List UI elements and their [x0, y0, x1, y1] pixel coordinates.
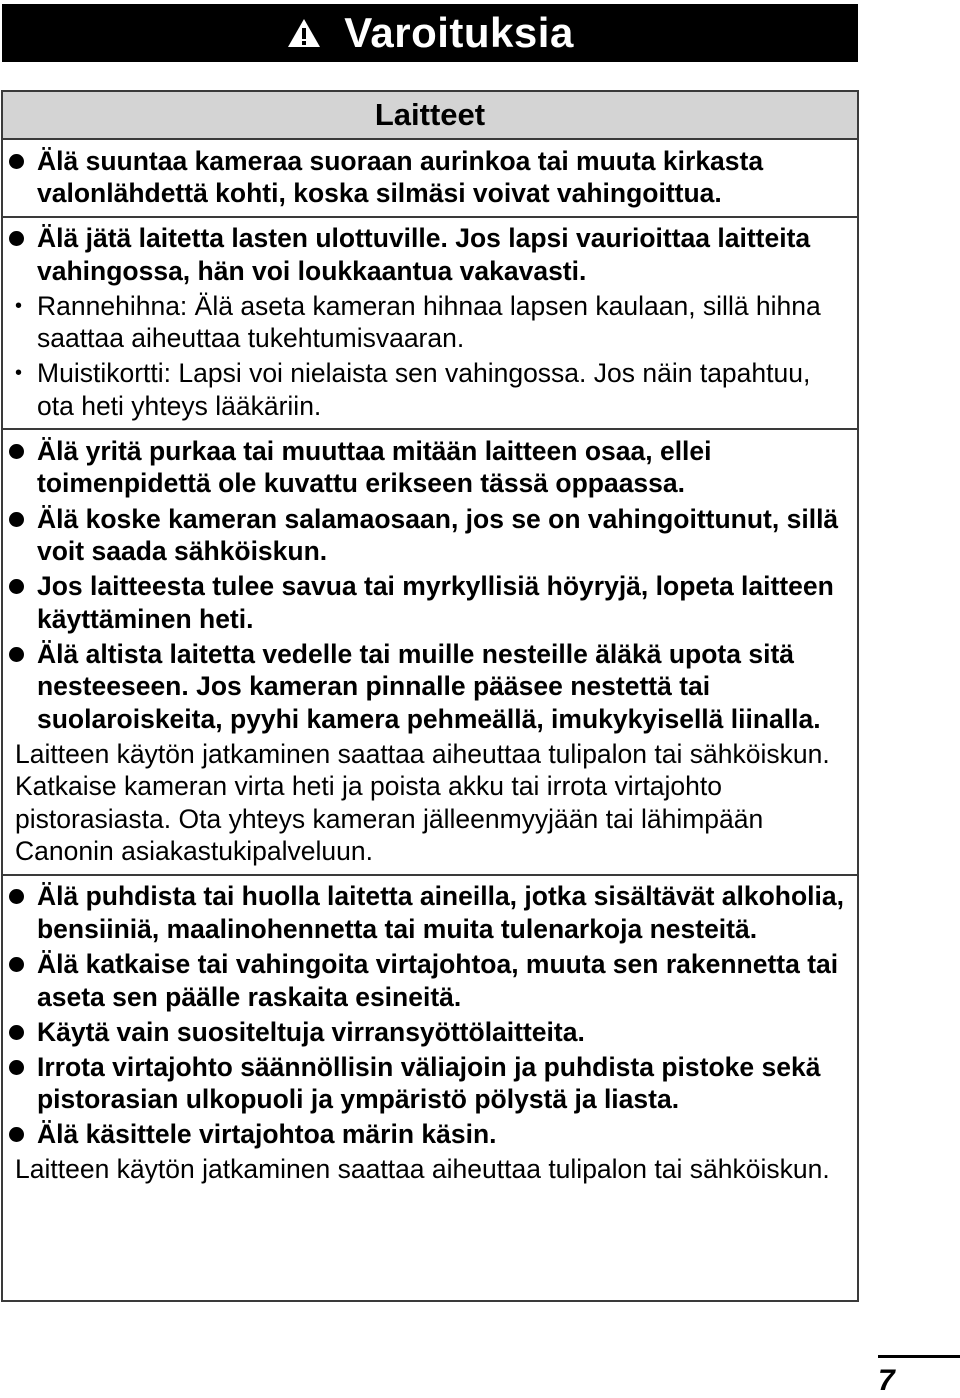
warning-text: Älä suuntaa kameraa suoraan aurinkoa tai muuta kirkasta valonlähdettä kohti, koska silmäsi voivat vahingoittua. [37, 145, 764, 209]
section-title: Laitteet [3, 92, 857, 140]
warning-text: Älä käsittele virtajohtoa märin käsin. [37, 1119, 497, 1150]
bullet-icon [9, 1060, 24, 1075]
bullet-icon [9, 444, 24, 459]
bullet-icon [9, 579, 24, 594]
sub-item [3, 357, 857, 422]
sub-item-text: Rannehihna: Älä aseta kameran hihnaa lapsen kaulaan, sillä hihna saattaa aiheuttaa tukehtumisvaaran. [37, 290, 821, 354]
bullet-icon [9, 231, 24, 246]
sub-item-text: Muistikortti: Lapsi voi nielaista sen vahingossa. Jos näin tapahtuu, ota heti yhteys lääkäriin. [37, 358, 811, 421]
warning-group [3, 430, 857, 875]
warning-text: Älä yritä purkaa tai muuttaa mitään laitteen osaa, ellei toimenpidettä ole kuvattu erikseen tässä oppaassa. [37, 435, 712, 499]
warning-text: Älä koske kameran salamaosaan, jos se on vahingoittunut, sillä voit saada sähköiskun. [37, 503, 839, 567]
warning-item [3, 1051, 857, 1116]
warning-triangle-icon [286, 17, 322, 49]
small-bullet-icon: • [15, 294, 23, 317]
consequence-note: Laitteen käytön jatkaminen saattaa aiheuttaa tulipalon tai sähköiskun. [15, 1154, 830, 1185]
bullet-icon [9, 154, 24, 169]
page-number-rule [878, 1355, 960, 1358]
warning-text: Älä katkaise tai vahingoita virtajohtoa, muuta sen rakennetta tai aseta sen päälle raskaita esineitä. [37, 949, 839, 1012]
warning-group [3, 876, 857, 1192]
bullet-icon [9, 957, 24, 972]
bullet-icon [9, 512, 24, 527]
warning-text: Käytä vain suositeltuja virransyöttölaitteita. [37, 1016, 585, 1047]
sub-item [3, 290, 857, 355]
warning-text: Älä puhdista tai huolla laitetta aineilla, jotka sisältävät alkoholia, bensiiniä, maalinohennetta tai muita tulenarkoja nesteitä. [37, 881, 845, 944]
bullet-icon [9, 1127, 24, 1142]
warning-item [3, 570, 857, 635]
warning-text: Jos laitteesta tulee savua tai myrkyllisiä höyryjä, lopeta laitteen käyttäminen heti. [37, 571, 834, 634]
warning-box [1, 90, 859, 1302]
warning-text: Älä altista laitetta vedelle tai muille nesteille äläkä upota sitä nesteeseen. Jos kameran pinnalle pääsee nestettä tai suolaroiskeita, pyyhi kamera pehmeällä, imukykyisellä liinalla. [37, 638, 821, 734]
warning-item [3, 222, 857, 287]
warning-item [3, 638, 857, 736]
warning-item [3, 880, 857, 945]
warning-item [3, 435, 857, 500]
page-title: Varoituksia [344, 9, 574, 56]
warning-group [3, 218, 857, 431]
warning-text: Irrota virtajohto säännöllisin väliajoin ja puhdista pistoke sekä pistorasian ulkopuoli ja ympäristö pölystä ja liasta. [37, 1051, 821, 1115]
bullet-icon [9, 889, 24, 904]
bullet-icon [9, 1025, 24, 1040]
consequence-note: Laitteen käytön jatkaminen saattaa aiheuttaa tulipalon tai sähköiskun. Katkaise kameran virta heti ja poista akku tai irrota virtajohto pistorasiasta. Ota yhteys kameran jälleenmyyjään tai lähimpään Canonin asiakastukipalveluun. [15, 738, 830, 867]
bullet-icon [9, 647, 24, 662]
page-title-bar [2, 4, 858, 62]
page-number: 7 [878, 1364, 895, 1397]
warning-group [3, 140, 857, 218]
warning-text: Älä jätä laitetta lasten ulottuville. Jos lapsi vaurioittaa laitteita vahingossa, hän voi loukkaantua vakavasti. [37, 223, 811, 286]
warning-item [3, 948, 857, 1013]
warning-item [3, 503, 857, 568]
warning-item [3, 1118, 857, 1151]
warning-item [3, 1016, 857, 1049]
small-bullet-icon: • [15, 362, 23, 385]
warning-item [3, 145, 857, 210]
